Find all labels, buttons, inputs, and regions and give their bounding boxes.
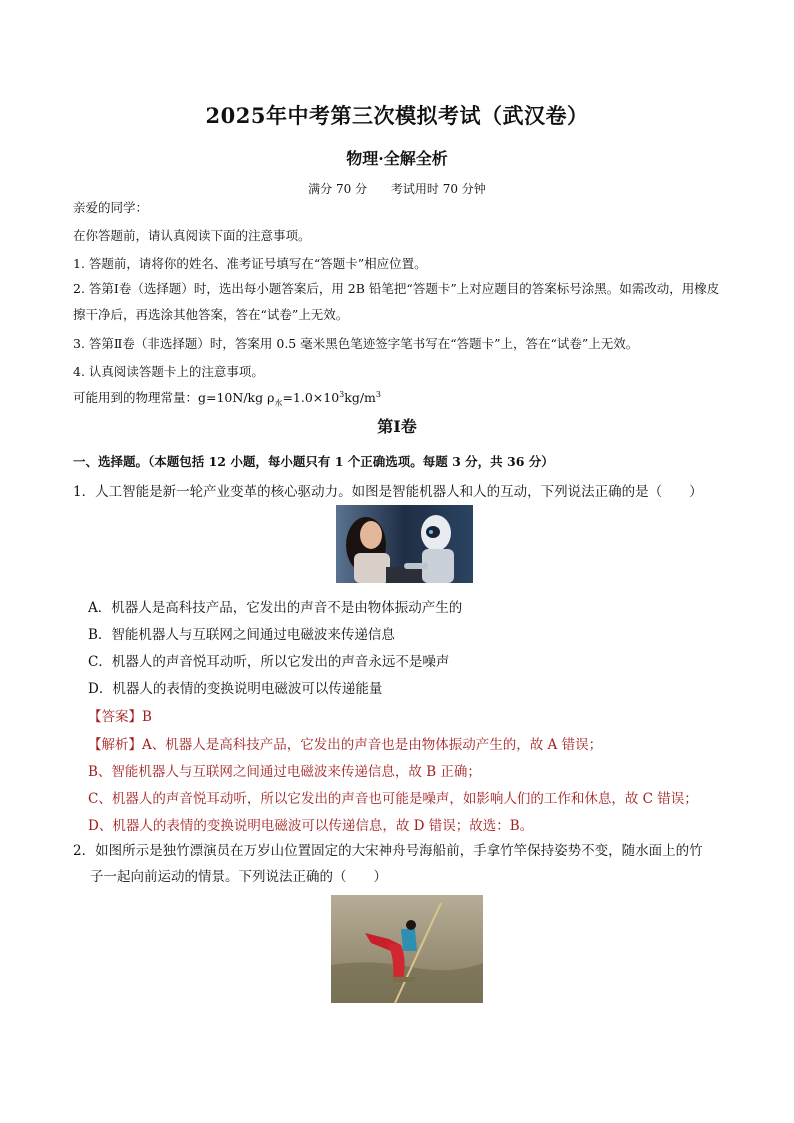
robot-child-image: [336, 505, 473, 583]
bamboo-drifting-illustration: [331, 895, 483, 1003]
question-1-option-c: C．机器人的声音悦耳动听，所以它发出的声音永远不是噪声: [88, 654, 450, 670]
instruction-item-2: 2. 答第Ⅰ卷（选择题）时，选出每小题答案后，用 2B 铅笔把“答题卡”上对应题目的答案标号涂黑。如需改动，用橡皮擦干净后，再选涂其他答案，答在“试卷”上无效。: [73, 281, 720, 322]
constants-prefix: 可能用到的物理常量：g=10N/kg ρ: [73, 390, 275, 405]
question-1-stem: 1．人工智能是新一轮产业变革的核心驱动力。如图是智能机器人和人的互动，下列说法正确的是（ ）: [73, 484, 703, 500]
exam-time: 考试用时 70 分钟: [390, 182, 486, 196]
constants-suffix: kg/m: [344, 390, 376, 405]
instructions-intro: 在你答题前，请认真阅读下面的注意事项。: [73, 228, 311, 243]
constants-sup2: 3: [375, 389, 381, 399]
instruction-item-4: 4. 认真阅读答题卡上的注意事项。: [73, 364, 264, 379]
exam-title: 2025年中考第三次模拟考试（武汉卷）: [205, 103, 589, 128]
constants-sub: 水: [274, 398, 283, 408]
constants-sup: 3: [339, 389, 345, 399]
instruction-item-3: 3. 答第Ⅱ卷（非选择题）时，答案用 0.5 毫米黑色笔迹签字笔书写在“答题卡”上，答在“试卷”上无效。: [73, 336, 639, 351]
question-1-analysis-d: D、机器人的表情的变换说明电磁波可以传递信息，故 D 错误；故选：B。: [88, 818, 534, 834]
exam-subtitle: 物理·全解全析: [346, 149, 448, 168]
greeting: 亲爱的同学：: [73, 200, 149, 215]
question-1-analysis-c: C、机器人的声音悦耳动听，所以它发出的声音也可能是噪声，如影响人们的工作和休息，故 C 错误；: [88, 791, 698, 807]
instruction-item-1: 1. 答题前，请将你的姓名、准考证号填写在“答题卡”相应位置。: [73, 256, 427, 271]
question-2-stem-line-2: 子一起向前运动的情景。下列说法正确的（ ）: [90, 869, 387, 885]
full-score: 满分 70 分: [308, 182, 368, 196]
constants-mid: =1.0×10: [282, 390, 340, 405]
robot-child-illustration: [336, 505, 473, 583]
question-2-stem-line-1: 2．如图所示是独竹漂演员在万岁山位置固定的大宋神舟号海船前，手拿竹竿保持姿势不变，随水面上的竹: [73, 843, 703, 859]
question-1-analysis-b: B、智能机器人与互联网之间通过电磁波来传递信息，故 B 正确；: [88, 764, 481, 780]
section-heading: 一、选择题。（本题包括 12 小题，每小题只有 1 个正确选项。每题 3 分，共 36 分）: [73, 454, 554, 469]
question-1-analysis-a: 【解析】A、机器人是高科技产品，它发出的声音也是由物体振动产生的，故 A 错误；: [88, 737, 603, 753]
question-1-answer: 【答案】B: [88, 709, 152, 725]
question-1-option-b: B．智能机器人与互联网之间通过电磁波来传递信息: [88, 627, 395, 643]
question-1-option-d: D．机器人的表情的变换说明电磁波可以传递能量: [88, 681, 383, 697]
question-2-stem: [73, 838, 733, 890]
question-1-option-a: A．机器人是高科技产品，它发出的声音不是由物体振动产生的: [88, 600, 463, 616]
physical-constants: [73, 388, 381, 409]
exam-meta: [0, 180, 794, 197]
volume-heading: 第Ⅰ卷: [377, 417, 417, 436]
bamboo-drifting-image: [331, 895, 483, 1003]
